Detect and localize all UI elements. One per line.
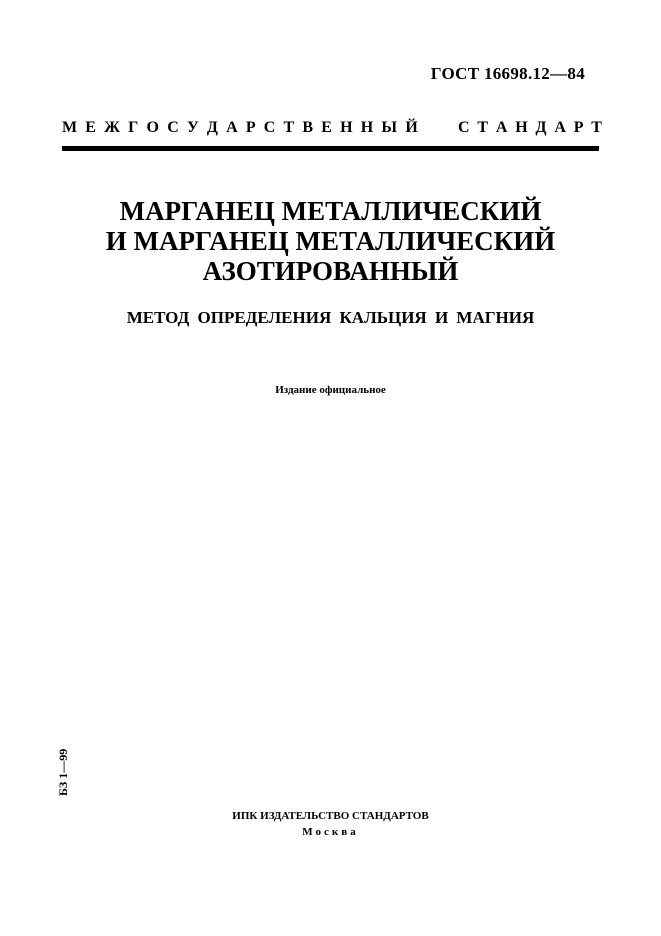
document-subtitle: МЕТОД ОПРЕДЕЛЕНИЯ КАЛЬЦИЯ И МАГНИЯ: [126, 308, 535, 327]
heading-letter: Ы: [381, 119, 398, 136]
standard-number: ГОСТ 16698.12—84: [430, 64, 585, 83]
heading-letter: Н: [360, 119, 374, 136]
heading-letter: Е: [85, 119, 96, 136]
heading-letter: Н: [515, 119, 528, 136]
heading-letter: У: [186, 119, 199, 136]
document-title: [0, 196, 661, 286]
interstate-word: [62, 119, 418, 137]
heading-letter: Д: [535, 119, 547, 136]
heading-letter: А: [226, 119, 238, 136]
heading-letter: О: [146, 119, 159, 136]
heading-letter: Й: [405, 119, 418, 136]
interstate-standard-heading: [62, 119, 602, 137]
edition-note: Издание официальное: [275, 384, 386, 396]
heading-letter: Р: [573, 119, 584, 136]
heading-letter: В: [302, 119, 314, 136]
publisher-city: Москва: [302, 826, 359, 838]
heading-letter: М: [62, 119, 78, 136]
heading-letter: А: [554, 119, 566, 136]
heading-letter: Н: [340, 119, 353, 136]
title-line: МАРГАНЕЦ МЕТАЛЛИЧЕСКИЙ: [119, 196, 542, 226]
heading-letter: С: [167, 119, 179, 136]
heading-letter: Р: [245, 119, 256, 136]
publisher-name: ИПК ИЗДАТЕЛЬСТВО СТАНДАРТОВ: [232, 810, 429, 822]
heading-letter: Е: [321, 119, 332, 136]
heading-letter: Т: [477, 119, 489, 136]
heading-letter: С: [263, 119, 276, 136]
heading-letter: С: [458, 119, 470, 136]
heading-letter: Д: [206, 119, 218, 136]
title-line: АЗОТИРОВАННЫЙ: [202, 256, 459, 286]
header-divider: [62, 146, 599, 151]
heading-letter: Ж: [104, 119, 120, 136]
heading-letter: Г: [128, 119, 139, 136]
heading-letter: Т: [591, 119, 602, 136]
heading-letter: Т: [283, 119, 295, 136]
title-line: И МАРГАНЕЦ МЕТАЛЛИЧЕСКИЙ: [105, 226, 556, 256]
side-catalog-code: БЗ 1—99: [56, 748, 70, 796]
standard-word: [458, 119, 602, 137]
heading-letter: А: [495, 119, 508, 136]
